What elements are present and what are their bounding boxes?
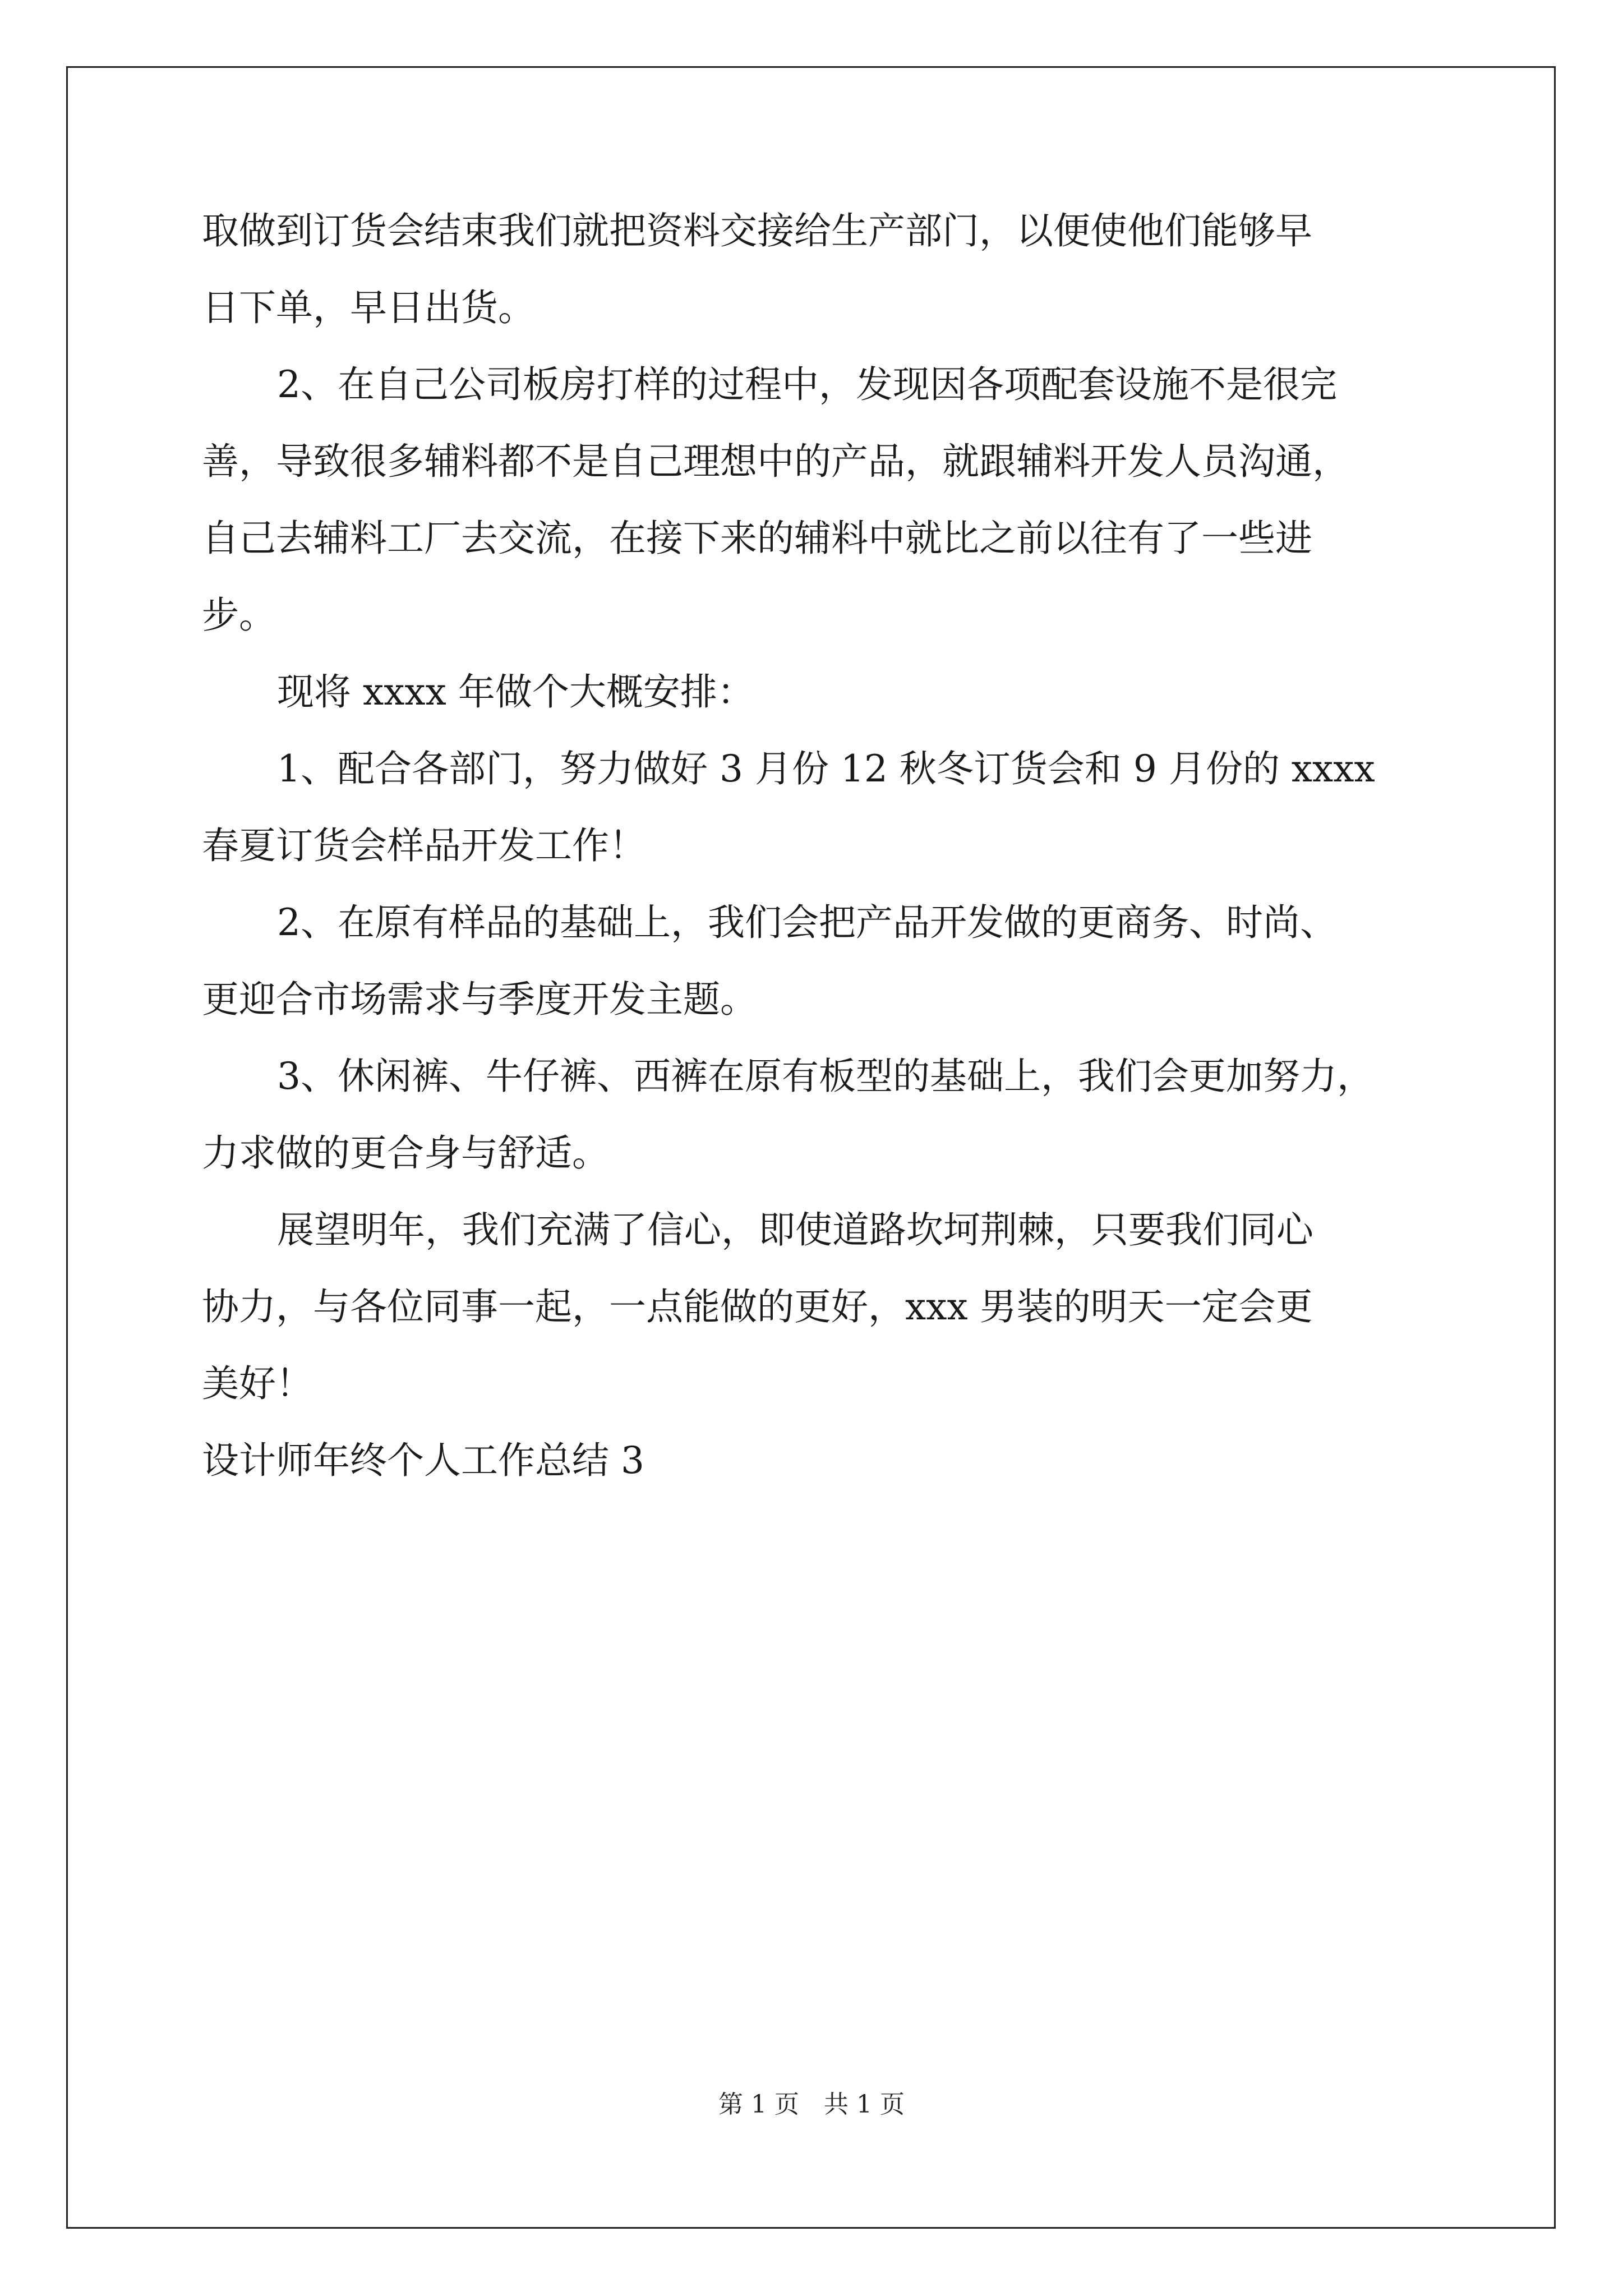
body-line: 1、配合各部门，努力做好 3 月份 12 秋冬订货会和 9 月份的 xxxx — [277, 747, 1375, 790]
section-heading: 设计师年终个人工作总结 3 — [202, 1439, 644, 1482]
page-number: 第 1 页 共 1 页 — [718, 2090, 905, 2119]
body-line: 展望明年，我们充满了信心，即使道路坎坷荆棘，只要我们同心 — [277, 1208, 1313, 1251]
body-line: 美好！ — [202, 1362, 313, 1405]
body-line: 现将 xxxx 年做个大概安排： — [277, 670, 754, 714]
body-line: 2、在自己公司板房打样的过程中，发现因各项配套设施不是很完 — [277, 363, 1337, 406]
body-line: 日下单，早日出货。 — [202, 286, 535, 329]
body-line: 3、休闲裤、牛仔裤、西裤在原有板型的基础上，我们会更加努力， — [277, 1055, 1374, 1098]
body-line: 善，导致很多辅料都不是自己理想中的产品，就跟辅料开发人员沟通， — [202, 440, 1349, 483]
body-line: 步。 — [202, 593, 276, 637]
body-line: 取做到订货会结束我们就把资料交接给生产部门，以便使他们能够早 — [202, 209, 1312, 252]
body-line: 春夏订货会样品开发工作！ — [202, 824, 646, 867]
body-line: 2、在原有样品的基础上，我们会把产品开发做的更商务、时尚、 — [277, 901, 1337, 944]
body-line: 自己去辅料工厂去交流，在接下来的辅料中就比之前以往有了一些进 — [202, 517, 1312, 560]
body-line: 力求做的更合身与舒适。 — [202, 1131, 609, 1175]
body-line: 更迎合市场需求与季度开发主题。 — [202, 978, 757, 1021]
body-line: 协力，与各位同事一起，一点能做的更好，xxx 男装的明天一定会更 — [202, 1285, 1313, 1328]
